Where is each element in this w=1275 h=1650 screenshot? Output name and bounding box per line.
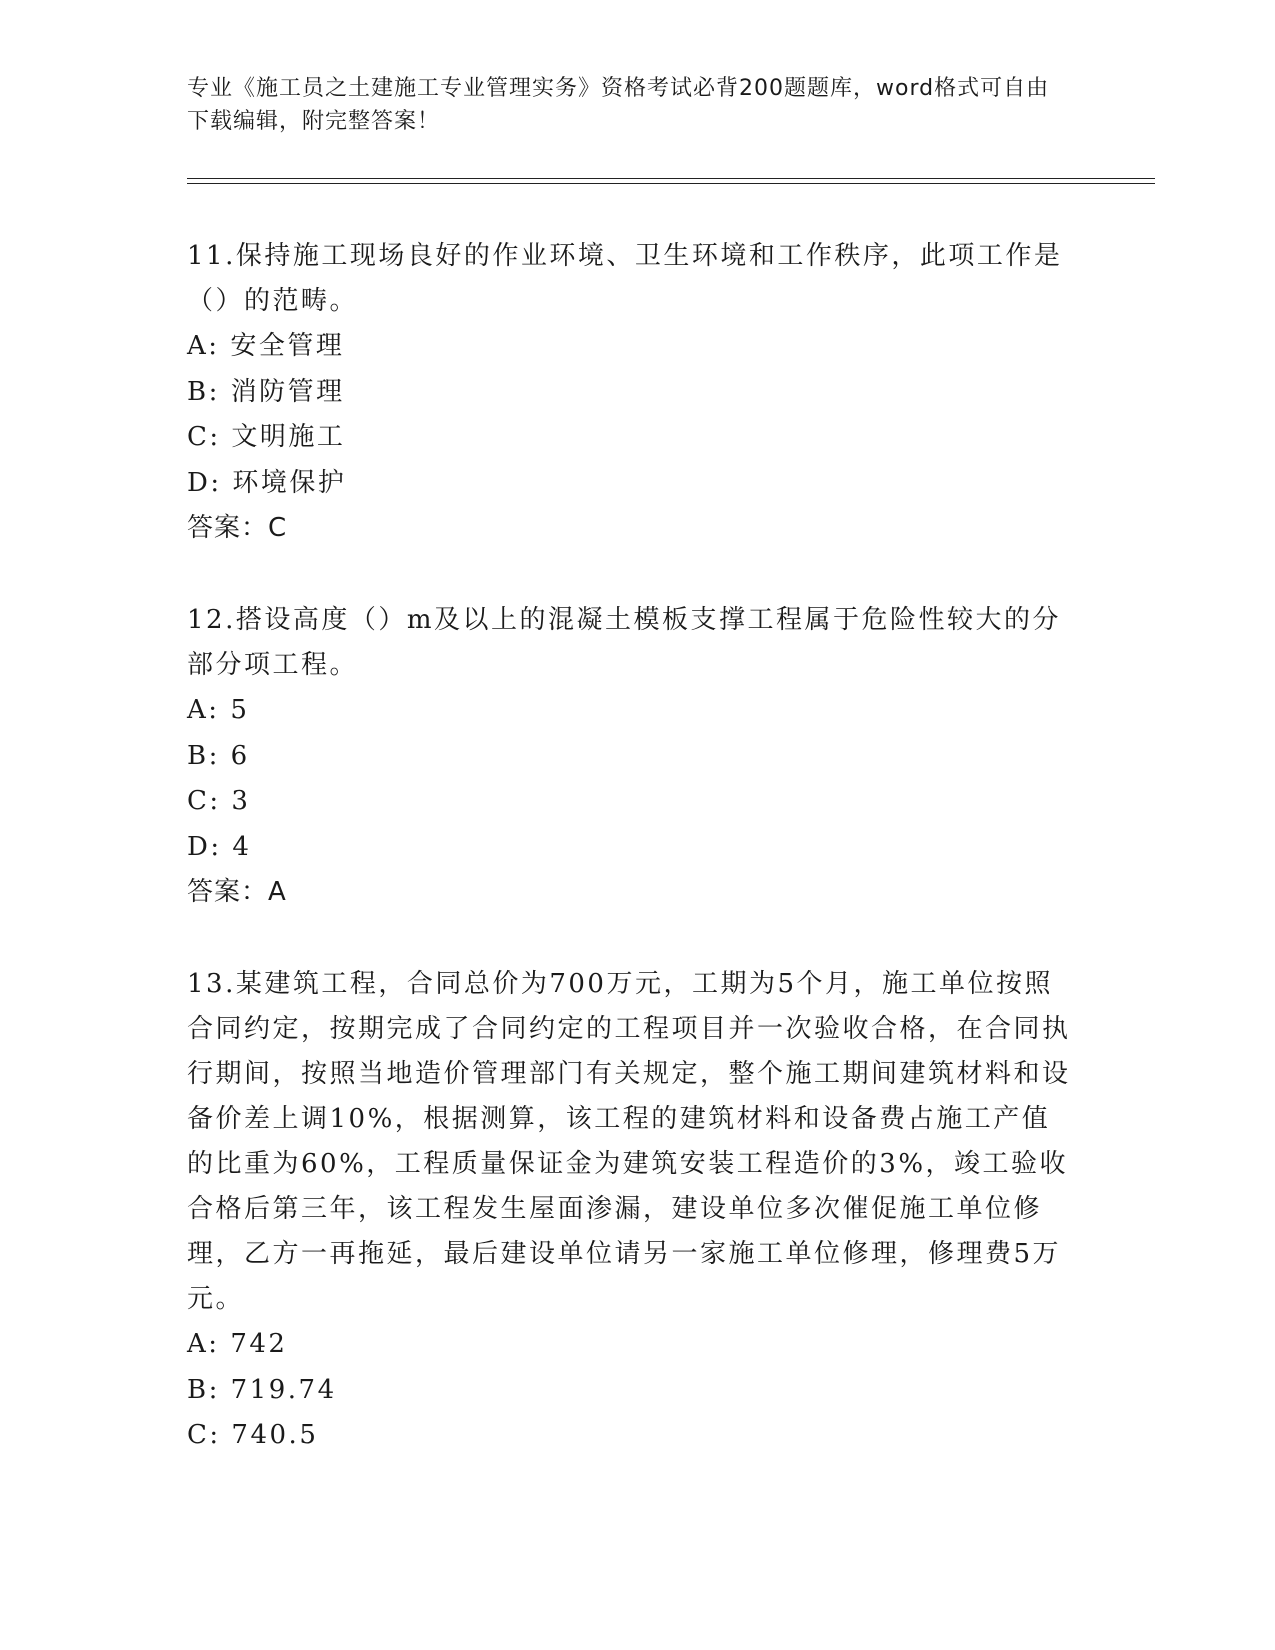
option-a [187, 688, 1077, 734]
question-stem: 13.某建筑工程，合同总价为700万元，工期为5个月，施工单位按照合同约定，按期完成了合同约定的工程项目并一次验收合格，在合同执行期间，按照当地造价管理部门有关规定，整个施工期间建筑材料和设备价差上调10%，根据测算，该工程的建筑材料和设备费占施工产值的比重为60%，工程质量保证金为建筑安装工程造价的3%，竣工验收合格后第三年，该工程发生屋面渗漏，建设单位多次催促施工单位修理，乙方一再拖延，最后建设单位请另一家施工单位修理，修理费5万元。 [187, 969, 1071, 1314]
answer-line: 答案：A [187, 877, 287, 907]
option-text: 4 [232, 831, 252, 862]
question-11 [187, 234, 1077, 551]
question-12 [187, 598, 1077, 915]
option-list [187, 324, 1077, 506]
option-label: C: [187, 786, 221, 816]
option-b [187, 1368, 1077, 1414]
question-stem: 11.保持施工现场良好的作业环境、卫生环境和工作秩序，此项工作是（）的范畴。 [187, 241, 1063, 316]
option-c [187, 415, 1077, 461]
option-text: 6 [230, 740, 250, 771]
option-label: B: [187, 1374, 220, 1405]
header-divider-bottom [187, 183, 1155, 184]
option-text: 742 [230, 1329, 288, 1359]
option-a [187, 324, 1077, 370]
option-text: 3 [231, 786, 251, 816]
question-13 [187, 962, 1077, 1459]
option-c [187, 1413, 1077, 1459]
option-b [187, 734, 1077, 780]
option-list [187, 688, 1077, 870]
option-label: A: [187, 331, 220, 361]
option-d [187, 825, 1077, 871]
option-d [187, 461, 1077, 507]
option-text: 5 [230, 695, 250, 725]
option-text: 719.74 [230, 1374, 337, 1405]
option-text: 环境保护 [232, 467, 347, 498]
header-divider-top [187, 178, 1155, 179]
option-label: A: [187, 695, 220, 725]
answer-line: 答案：C [187, 513, 288, 543]
document-header: 专业《施工员之土建施工专业管理实务》资格考试必背200题题库，word格式可自由下载编辑，附完整答案！ [187, 76, 1050, 134]
option-c [187, 779, 1077, 825]
option-text: 安全管理 [230, 331, 345, 361]
option-label: D: [187, 831, 222, 862]
option-b [187, 370, 1077, 416]
option-label: B: [187, 740, 220, 771]
option-text: 文明施工 [231, 422, 346, 452]
option-label: C: [187, 422, 221, 452]
option-list [187, 1322, 1077, 1459]
option-label: B: [187, 376, 220, 407]
option-label: A: [187, 1329, 220, 1359]
option-text: 740.5 [231, 1420, 319, 1450]
option-label: C: [187, 1420, 221, 1450]
question-stem: 12.搭设高度（）m及以上的混凝土模板支撑工程属于危险性较大的分部分项工程。 [187, 605, 1062, 680]
option-label: D: [187, 467, 222, 498]
option-a [187, 1322, 1077, 1368]
option-text: 消防管理 [230, 376, 345, 407]
